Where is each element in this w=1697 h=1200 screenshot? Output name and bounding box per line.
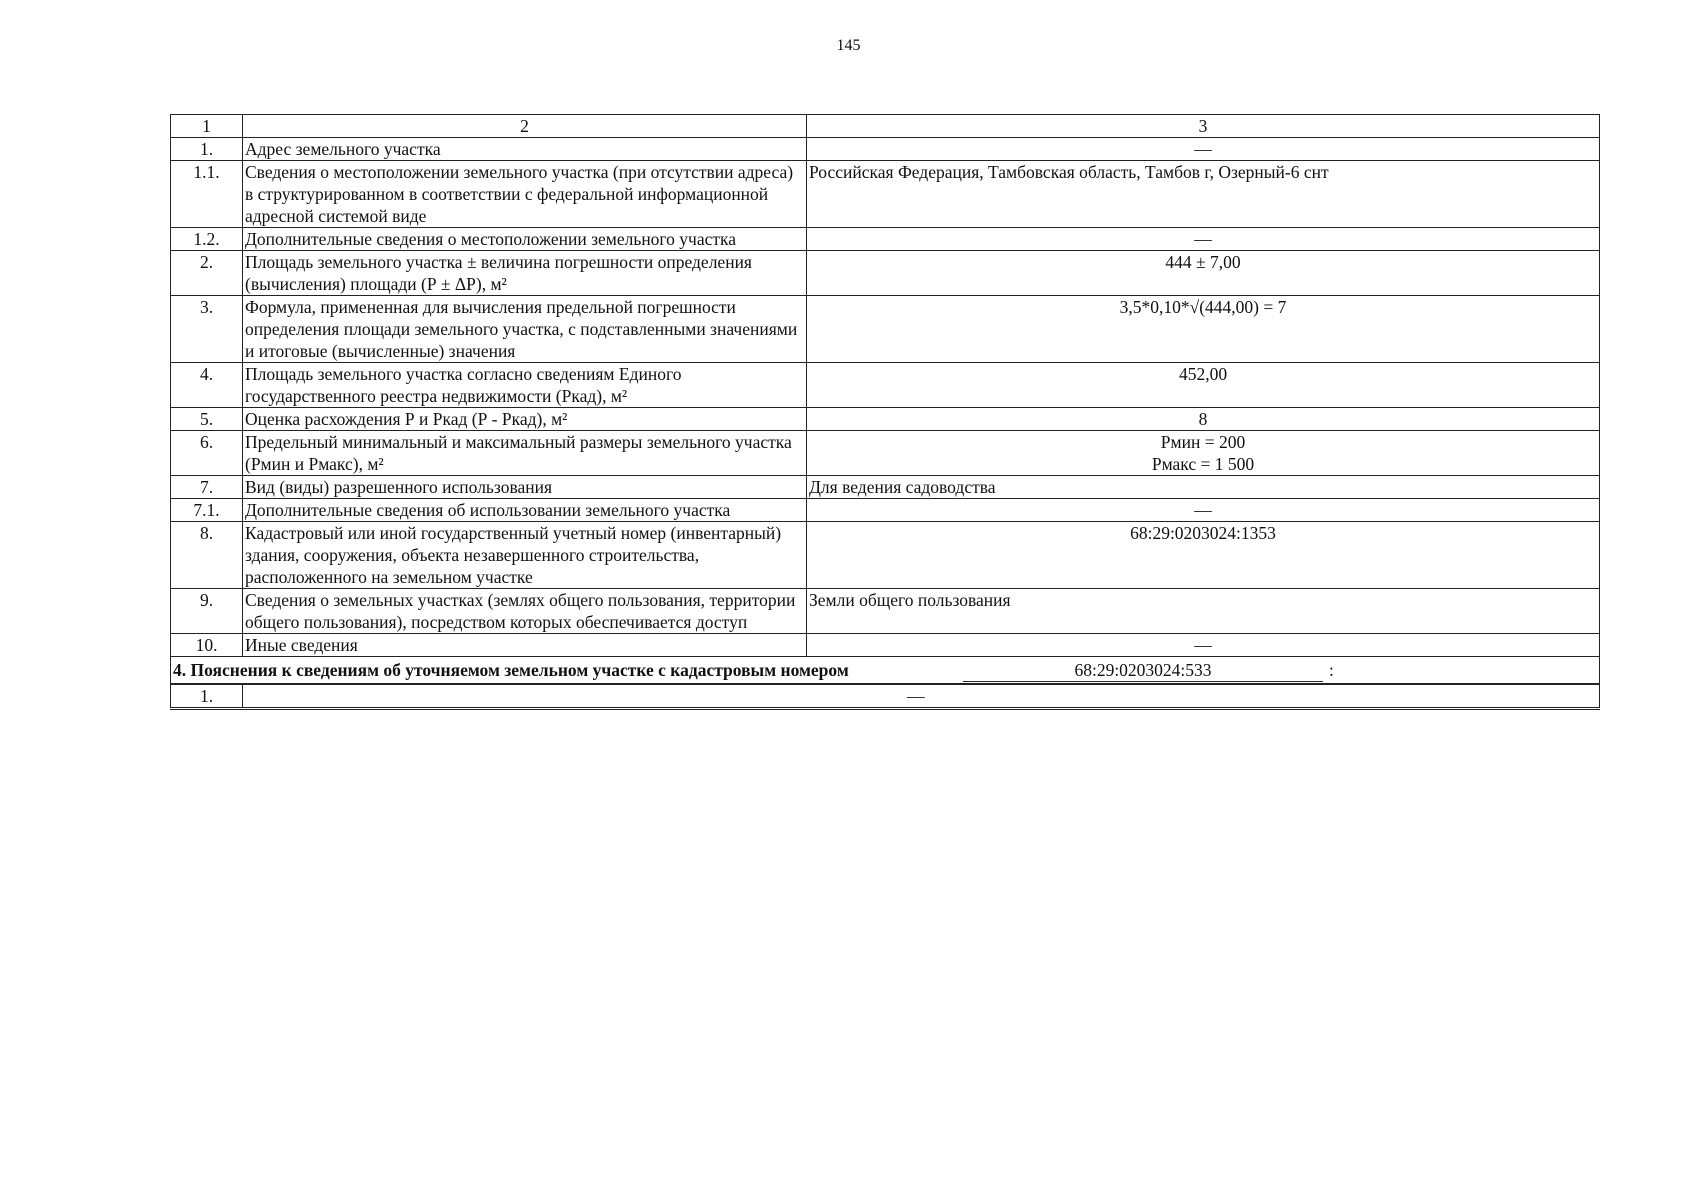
row-value: Для ведения садоводства bbox=[807, 476, 1600, 499]
row-value: — bbox=[807, 228, 1600, 251]
row-label: Дополнительные сведения о местоположении земельного участка bbox=[243, 228, 807, 251]
page-number: 145 bbox=[836, 37, 861, 54]
header-col-2: 2 bbox=[243, 115, 807, 138]
row-number: 1. bbox=[171, 684, 243, 709]
row-label: Кадастровый или иной государственный учетный номер (инвентарный) здания, сооружения, объекта незавершенного строительства, расположенного на земельном участке bbox=[243, 522, 807, 589]
row-number: 5. bbox=[171, 408, 243, 431]
row-value: — bbox=[807, 634, 1600, 657]
row-number: 4. bbox=[171, 363, 243, 408]
row-number: 9. bbox=[171, 589, 243, 634]
header-col-3: 3 bbox=[807, 115, 1600, 138]
row-number: 8. bbox=[171, 522, 243, 589]
row-number: 2. bbox=[171, 251, 243, 296]
table-row bbox=[171, 476, 1600, 499]
table-row bbox=[171, 296, 1600, 363]
table-row bbox=[171, 138, 1600, 161]
table-row bbox=[171, 408, 1600, 431]
row-label: Сведения о земельных участках (землях общего пользования, территории общего пользования), посредством которых обеспечивается доступ bbox=[243, 589, 807, 634]
row-number: 6. bbox=[171, 431, 243, 476]
row-label: Формула, примененная для вычисления предельной погрешности определения площади земельного участка, с подставленными значениями и итоговые (вычисленные) значения bbox=[243, 296, 807, 363]
row-value-line: Рмакс = 1 500 bbox=[1151, 454, 1255, 474]
section-4-cell bbox=[171, 657, 1600, 685]
row-value: — bbox=[807, 138, 1600, 161]
row-value bbox=[807, 431, 1600, 476]
row-value-line: Рмин = 200 bbox=[1160, 432, 1246, 452]
table-row bbox=[171, 228, 1600, 251]
table-header-row bbox=[171, 115, 1600, 138]
row-value: — bbox=[807, 499, 1600, 522]
section-4-row bbox=[171, 684, 1600, 709]
table-row bbox=[171, 251, 1600, 296]
row-number: 10. bbox=[171, 634, 243, 657]
row-value: — bbox=[243, 684, 1600, 709]
row-number: 7. bbox=[171, 476, 243, 499]
row-value: Земли общего пользования bbox=[807, 589, 1600, 634]
header-col-1: 1 bbox=[171, 115, 243, 138]
section-4-colon: : bbox=[1329, 660, 1334, 680]
row-number: 1.2. bbox=[171, 228, 243, 251]
row-label: Предельный минимальный и максимальный размеры земельного участка (Рмин и Рмакс), м² bbox=[243, 431, 807, 476]
table-row bbox=[171, 499, 1600, 522]
row-label: Сведения о местоположении земельного участка (при отсутствии адреса) в структурированном в соответствии с федеральной информационной адресной системой виде bbox=[243, 161, 807, 228]
section-4-title: 4. Пояснения к сведениям об уточняемом земельном участке с кадастровым номером bbox=[173, 660, 849, 680]
section-4-cadastral-number: 68:29:0203024:533 bbox=[963, 659, 1323, 682]
row-label: Иные сведения bbox=[243, 634, 807, 657]
row-value: 3,5*0,10*√(444,00) = 7 bbox=[807, 296, 1600, 363]
row-value: Российская Федерация, Тамбовская область, Тамбов г, Озерный-6 снт bbox=[807, 161, 1600, 228]
row-number: 7.1. bbox=[171, 499, 243, 522]
row-label: Площадь земельного участка согласно сведениям Единого государственного реестра недвижимости (Ркад), м² bbox=[243, 363, 807, 408]
table-row bbox=[171, 363, 1600, 408]
row-value: 444 ± 7,00 bbox=[807, 251, 1600, 296]
land-plot-info-table bbox=[170, 114, 1600, 710]
row-label: Адрес земельного участка bbox=[243, 138, 807, 161]
table-row bbox=[171, 161, 1600, 228]
row-label: Вид (виды) разрешенного использования bbox=[243, 476, 807, 499]
table-row bbox=[171, 589, 1600, 634]
row-number: 1. bbox=[171, 138, 243, 161]
table-row bbox=[171, 634, 1600, 657]
row-label: Площадь земельного участка ± величина погрешности определения (вычисления) площади (Р ± ΔР), м² bbox=[243, 251, 807, 296]
table-row bbox=[171, 431, 1600, 476]
row-value: 68:29:0203024:1353 bbox=[807, 522, 1600, 589]
section-4-header bbox=[171, 657, 1600, 685]
row-label: Оценка расхождения Р и Ркад (Р - Ркад), м² bbox=[243, 408, 807, 431]
row-label: Дополнительные сведения об использовании земельного участка bbox=[243, 499, 807, 522]
row-value: 452,00 bbox=[807, 363, 1600, 408]
row-number: 3. bbox=[171, 296, 243, 363]
table-row bbox=[171, 522, 1600, 589]
row-value: 8 bbox=[807, 408, 1600, 431]
row-number: 1.1. bbox=[171, 161, 243, 228]
